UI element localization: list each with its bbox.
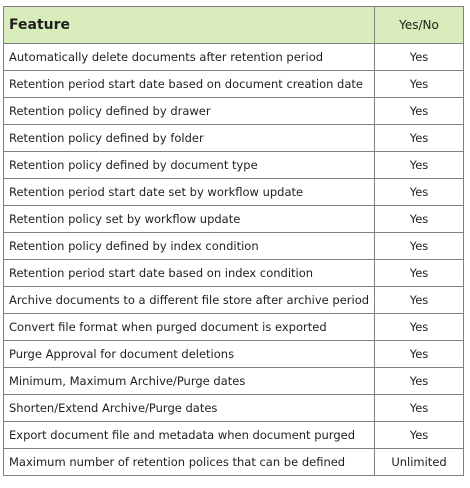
feature-cell: Automatically delete documents after retention period <box>4 44 375 71</box>
feature-cell: Retention policy defined by drawer <box>4 98 375 125</box>
table-row <box>4 98 464 125</box>
value-cell: Yes <box>375 179 464 206</box>
value-cell: Unlimited <box>375 449 464 476</box>
feature-cell: Archive documents to a different file store after archive period <box>4 287 375 314</box>
feature-cell: Retention period start date set by workflow update <box>4 179 375 206</box>
table-header <box>4 7 464 44</box>
value-cell: Yes <box>375 368 464 395</box>
feature-cell: Minimum, Maximum Archive/Purge dates <box>4 368 375 395</box>
feature-cell: Retention policy defined by document type <box>4 152 375 179</box>
value-cell: Yes <box>375 233 464 260</box>
value-cell: Yes <box>375 206 464 233</box>
table-row <box>4 125 464 152</box>
value-cell: Yes <box>375 98 464 125</box>
value-cell: Yes <box>375 260 464 287</box>
table-row <box>4 287 464 314</box>
table-row <box>4 44 464 71</box>
value-cell: Yes <box>375 395 464 422</box>
feature-cell: Retention period start date based on document creation date <box>4 71 375 98</box>
value-cell: Yes <box>375 44 464 71</box>
feature-cell: Convert file format when purged document is exported <box>4 314 375 341</box>
table-row <box>4 395 464 422</box>
feature-table <box>3 6 464 476</box>
feature-column-header: Feature <box>4 7 375 44</box>
value-cell: Yes <box>375 287 464 314</box>
value-cell: Yes <box>375 71 464 98</box>
feature-cell: Shorten/Extend Archive/Purge dates <box>4 395 375 422</box>
table-body <box>4 44 464 476</box>
table-row <box>4 341 464 368</box>
feature-cell: Purge Approval for document deletions <box>4 341 375 368</box>
value-cell: Yes <box>375 152 464 179</box>
feature-cell: Export document file and metadata when document purged <box>4 422 375 449</box>
feature-cell: Retention policy defined by folder <box>4 125 375 152</box>
feature-cell: Retention policy defined by index condition <box>4 233 375 260</box>
feature-cell: Retention policy set by workflow update <box>4 206 375 233</box>
table-row <box>4 71 464 98</box>
table-row <box>4 233 464 260</box>
header-row <box>4 7 464 44</box>
feature-cell: Retention period start date based on index condition <box>4 260 375 287</box>
table-row <box>4 314 464 341</box>
table-row <box>4 368 464 395</box>
value-cell: Yes <box>375 341 464 368</box>
value-cell: Yes <box>375 314 464 341</box>
table-row <box>4 206 464 233</box>
table-row <box>4 260 464 287</box>
table-row <box>4 152 464 179</box>
value-cell: Yes <box>375 125 464 152</box>
table-row <box>4 449 464 476</box>
table-row <box>4 179 464 206</box>
feature-cell: Maximum number of retention polices that can be defined <box>4 449 375 476</box>
table-row <box>4 422 464 449</box>
yes-no-column-header: Yes/No <box>375 7 464 44</box>
value-cell: Yes <box>375 422 464 449</box>
